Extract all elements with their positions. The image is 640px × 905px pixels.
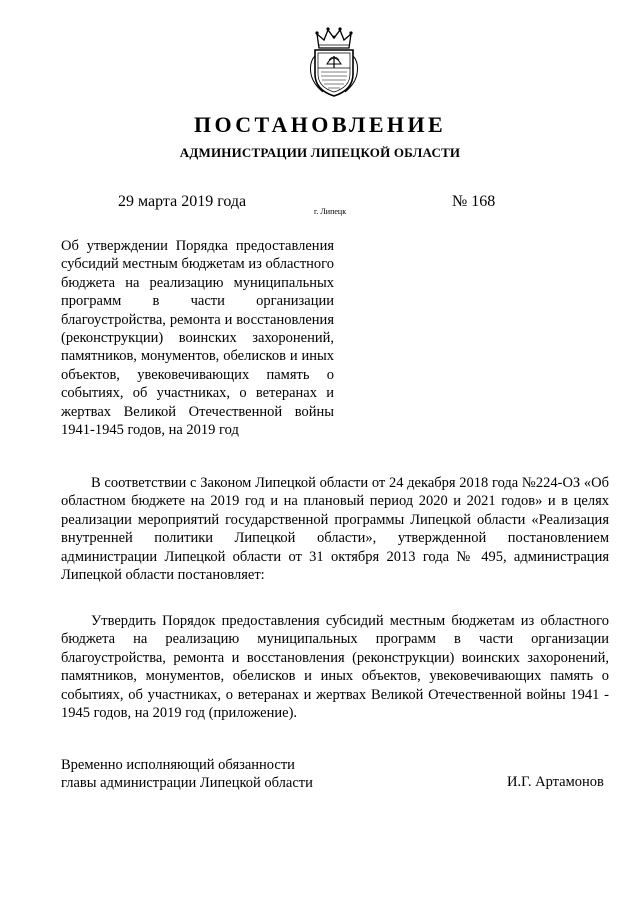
body-paragraph-2: Утвердить Порядок предоставления субсидий местным бюджетам из областного бюджета на реализацию муниципальных программ в части организации благоустройства, ремонта и восстановления (реконструкции) воинских захоронений, памятников, монументов, обелисков и иных объектов, увековечивающих память о событиях, об участниках, о ветеранах и жертвах Великой Отечественной войны 1941 - 1945 годов, на 2019 год (приложение). (61, 613, 609, 722)
document-subject: Об утверждении Порядка предоставления субсидий местным бюджетам из областного бюджета на реализацию муниципальных программ в части организации благоустройства, ремонта и восстановления (реконструкции) воинских захоронений, памятников, монументов, обелисков и иных объектов, увековечивающих память о событиях, об участниках, о ветеранах и жертвах Великой Отечественной войны 1941-1945 годов, на 2019 год (61, 238, 334, 439)
signatory-name: И.Г. Артамонов (507, 774, 604, 790)
signatory-position-line-1: Временно исполняющий обязанности (61, 757, 295, 773)
document-title: ПОСТАНОВЛЕНИЕ (193, 112, 447, 137)
issuing-authority: АДМИНИСТРАЦИИ ЛИПЕЦКОЙ ОБЛАСТИ (179, 145, 461, 160)
signatory-position-line-2: главы администрации Липецкой области (61, 775, 313, 792)
document-date: 29 марта 2019 года (118, 193, 247, 210)
signatory-position (61, 756, 381, 793)
coat-of-arms-icon (305, 26, 363, 100)
document-number: № 168 (452, 193, 496, 210)
body-paragraph-1: В соответствии с Законом Липецкой области от 24 декабря 2018 года №224-ОЗ «Об областном бюджете на 2019 год и на плановый период 2020 и 2021 годов» и в целях реализации мероприятий государственной программы Липецкой области «Реализация внутренней политики Липецкой области», утвержденной постановлением администрации Липецкой области от 31 октября 2013 года № 495, администрация Липецкой области постановляет: (61, 475, 609, 584)
document-city: г. Липецк (314, 207, 347, 216)
